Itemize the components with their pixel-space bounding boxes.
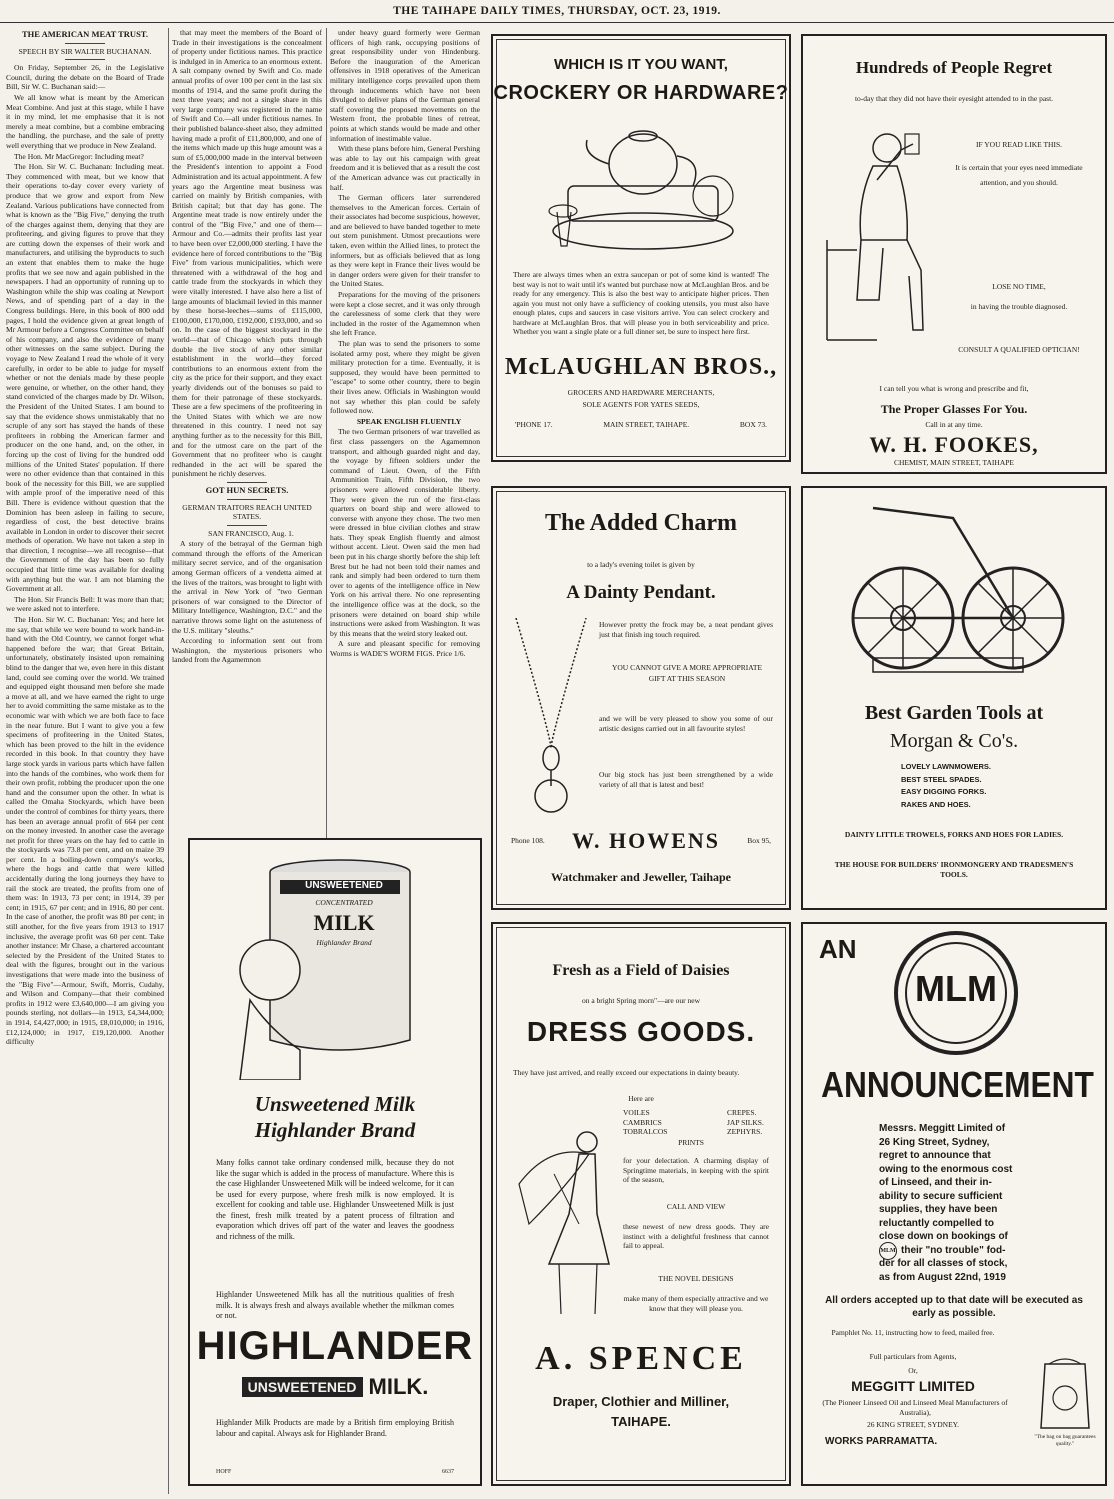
ad-line: However pretty the frock may be, a neat pendant gives just that finish ing touch required.	[599, 620, 773, 639]
ad-headline: Highlander Brand	[254, 1118, 416, 1142]
ad-crockery-hardware	[491, 34, 791, 462]
ad-firm-name: W. HOWENS	[571, 828, 720, 853]
crosshead: SPEAK ENGLISH FLUENTLY	[356, 416, 462, 426]
ad-subline: (The Pioneer Linseed Oil and Linseed Meal Manufacturers of Australia),	[822, 1398, 1008, 1417]
ad-line: IF YOU READ LIKE THIS.	[975, 140, 1063, 149]
ad-body-line: reluctantly compelled to	[879, 1217, 995, 1229]
ad-line: YOU CANNOT GIVE A MORE APPROPRIATE GIFT AT THIS SEASON	[611, 663, 763, 683]
ad-line: for your delectation. A charming display of Springtime materials, in keeping with the spirit of the season,	[623, 1156, 769, 1184]
ad-firm-name: McLAUGHLAN BROS.,	[504, 354, 778, 380]
can-label: UNSWEETENED	[305, 880, 383, 891]
ad-logo: MILK.	[368, 1374, 429, 1399]
ad-logo: UNSWEETENED	[242, 1377, 363, 1397]
ad-subheadline: A Dainty Pendant.	[566, 582, 716, 603]
ad-an: AN	[819, 934, 857, 964]
ad-logo-row	[210, 1374, 460, 1400]
ad-body-line: der for all classes of stock,	[879, 1258, 1008, 1269]
fabric-item: CAMBRICS	[623, 1117, 662, 1127]
paragraph: The German officers later surrendered themselves to the American forces. Certain of their associates had become suspicious, however, and are believed to have banded together to mete out stern punishment. Utmost precautions were taken, even within the Allied lines, to protect the informers, but as officials believed that as long as they were kept in France their lives would be in danger orders were given for their transfer to the United States.	[330, 193, 480, 289]
ad-list-item: LOVELY LAWNMOWERS.	[901, 762, 992, 771]
ad-line: CALL AND VIEW	[666, 1202, 726, 1211]
divider	[65, 43, 105, 44]
ad-body: Highlander Unsweetened Milk has all the nutritious qualities of fresh milk. It is always fresh and always available whether the milkman comes or not.	[216, 1290, 454, 1320]
ad-line: Here are	[628, 1094, 654, 1103]
ad-body-line: owing to the enormous cost	[879, 1163, 1013, 1175]
ad-logo: MLM	[915, 968, 997, 1009]
ad-subline: GROCERS AND HARDWARE MERCHANTS,	[567, 388, 715, 397]
ad-code: HOFF	[216, 1469, 232, 1475]
ad-line: on a bright Spring morn"—are our new	[581, 996, 701, 1005]
ad-line: They have just arrived, and really exceed our expectations in dainty beauty.	[513, 1068, 740, 1077]
ad-body-line: 26 King Street, Sydney,	[879, 1136, 990, 1148]
ad-firm-name: W. H. FOOKES,	[869, 432, 1039, 457]
mlm-badge-icon	[879, 1242, 897, 1260]
paragraph: We all know what is meant by the American Meat Combine. And just at this stage, while I have it in my mind, let me emphasise that it is not merely a meat combine, but a combine embracing the handling, the purchase, and the sale of pretty well everything that we produce in New Zealand.	[6, 92, 164, 150]
ad-line: Call in at any time.	[925, 420, 983, 429]
ad-line: I can tell you what is wrong and prescribe and fit,	[879, 384, 1029, 393]
paragraph: According to information sent out from Washington, the mysterious prisoners who landed from the Agamemnon	[172, 636, 322, 665]
can-label: CONCENTRATED	[315, 898, 373, 907]
ad-list-item: EASY DIGGING FORKS.	[901, 787, 987, 796]
ad-code: 6637	[442, 1469, 454, 1475]
ad-line: CONSULT A QUALIFIED OPTICIAN!	[958, 345, 1080, 354]
divider	[227, 482, 267, 483]
fabric-list-right	[727, 1108, 764, 1137]
ad-box: BOX 73.	[739, 420, 767, 429]
crockery-illustration-icon	[543, 116, 743, 256]
ad-body-line: ability to secure sufficient	[879, 1190, 1003, 1202]
ad-body-line: of Linseed, and their in-	[879, 1177, 992, 1188]
paragraph: The Hon. Sir W. C. Buchanan: Yes; and here let me say, that while we were bound to work hand-in-hand with the Old Country, we cannot forget what happened before the war; that Great Britain, unfortunately, obstinately insisted upon remaining blind to the danger that we, even here in this distant land, could see coming over the world. We trained and equipped eight thousand men before she made a move at all, and we have earned the right to urge her to avoid committing the same mistake as to the economic war with which we are both face to face in the near future. But I want to give you a few specimens of profiteering in the United States, which has been proved to the hilt in the evidence recorded in this book. In that country they have large stock yards in various parts which have fallen into the hands of the combines, who work them for their own profit, robbing the producer upon the one hand and the consumer upon the other. In what is called the Omaha Stockyards, which have been under the control of combines for thirty years, there has been an average annual profit of 664 per cent on the money invested. In another case the average net profit for three years on the hay fed to cattle in the stockyards was 73.8 per cent, and on maize 39 per cent. In a boiling-down company's works, where the hogs and cattle that were killed accidentally during the long journeys they have to rail the stock are treated, the profits from one of them was: In 1913, 73 per cent; in 1914, 39 per cent; in 1915, 67 per cent; and in 1916, 80 per cent. In the case of another, the profit was 80 per cent; in still another, for the five years from 1913 to 1917 inclusive, the average profit was 60 per cent. Take another instance: Mr Chase, a chartered accountant selected by the President of the United States to deal with the figures, brought out in the various investigations that were made into the business of the "Big Five"—Armour, Swift, Morris, Cudahy, and Wilson and Company—that their combined profits in 1912 were £3,640,000—I am giving you pounds sterling, not dollars—in 1913, £4,344,000; in 1914, £4,427,000; in 1915, £8,010,000; in 1916, £12,124,000; in 1917, £19,120,000. Another difficulty	[6, 615, 164, 1047]
ad-line: Pamphlet No. 11, instructing how to feed, mailed free.	[831, 1328, 995, 1337]
ad-headline: CROCKERY OR HARDWARE?	[493, 82, 789, 104]
ad-line: DAINTY LITTLE TROWELS, FORKS AND HOES FOR LADIES.	[844, 830, 1064, 839]
ad-firm-name: MEGGITT LIMITED	[851, 1378, 975, 1394]
ad-headline: WHICH IS IT YOU WANT,	[554, 56, 728, 73]
ad-line: and we will be very pleased to show you some of our artistic designs carried out in all favourite styles!	[599, 714, 773, 733]
headline-hun-secrets: GOT HUN SECRETS.	[205, 484, 289, 495]
paragraph: The Hon. Sir W. C. Buchanan: Including meat. They commenced with meat, but we know that their operations to-day cover every variety of produce that we grow and export from New Zealand. Various publications have connected from what is known as the "Big Five," denying the truth of the charges against them, denying that they are profiteering, and giving figures to prove that they are cutting down the expenses of their work and manufacturers, and utilising the byproducts to such an extent that enables them to make the huge profits that we see now and again published in the newspapers. I had an opportunity of running up to Washington while the ship was coaling at Newport News, and of spending part of a day in the Congress buildings. Here, in this book of 800 odd pages, I hold the evidence given at great length of Mr Armour before a Congress Committee on behalf of his company, and also the evidence of many other witnesses on the same subject. During the voyage to New Zealand I read the whole of it very carefully, in order to be able to judge for myself whether or not the denials made by these people were genuine, or whether, on the other hand, they stand convicted of the charges made by Dr. Wilson, the President of the United States. I am bound to say that the evidence shows unmistakably that no scruple of any sort has stayed the hands of these profiteers in robbing the American farmer and producer on the one hand, and, on the other, in forcing up the cost of living for the hundred odd millions of the United States' population. If there were no other evidence than that contained in this book of the necessity for this Bill, we are supplied with ample proof of the imperative need of this Bill. There is evidence without question that the Dominion has been asleep in failing to secure, regardless of cost, the best detective brains available in London in order to discover their secret methods of operation. We have not taken a step in that direction, I recognise—we all recognise—that the Government of the day has been so fully occupied that little time was available for dealing with anything but the war. I am not blaming the Government at all.	[6, 162, 164, 594]
paragraph: that may meet the members of the Board of Trade in their investigations is the concealment of property under fictitious names. This practice is indulged in in America to an enormous extent. A salt company owned by Swift and Co. made annual profits of over 100 per cent in the last six months of 1914, and the same profit during the next three years; and not a single share in this very large company was registered in the name of Swift and Co.—all under fictitious names. In their published balance-sheet also, they admitted having made a profit of £11,800,000, and one of the items which made up this huge amount was a sum of £5,000,000 made in the interval between the President's intention to appoint a Food Administration and its actual appointment. A few years ago the Argentine meat business was carried on mainly by British companies, with British capital; but that day has gone. The Argentine meat trade is now entirely under the control of the "Big Five," and one of them—Armour and Co.—admits their profits last year to have been over £2,000,000 sterling. I have the evidence here of forced contributions to the "Big Five" from various municipalities, which were threatened with a withdrawal of the hog and cattle trade from the stockyards in which they were vitally interested. I have also here a list of large amounts of blackmail levied in this manner by these horse-leeches—sums of £115,000, £100,000, £170,000, £192,000, £193,000, and so on. In the case of the biggest stockyard in the world—that of Chicago which puts through double the live stock of any other similar establishment in the world—they forced contributions to an enormous extent from the city as the price for their support, and they exact yearly dividends out of the bonuses so paid to them for their patronage of these stockyards. These are a few specimens of the profiteering in the United States with which we are now threatened in this country. I need not say anything further as to the necessity for this Bill, and for the utmost care on the part of the Government that no profiteer who is caught redhanded in the act will be spared the punishment he richly deserves.	[172, 28, 322, 479]
reading-man-illustration-icon	[817, 120, 937, 350]
ad-garden-tools	[801, 486, 1107, 910]
ad-headline: Unsweetened Milk	[254, 1092, 416, 1116]
ad-subline: 26 KING STREET, SYDNEY.	[866, 1420, 959, 1429]
paragraph: The plan was to send the prisoners to some isolated army post, where they might be given military protection for a time. Eventually, it is supposed, they would have been permitted to "escape" to some other country, there to begin their lives anew. Officials in Washington would not say whether this plan could be safely followed now.	[330, 339, 480, 416]
masthead: THE TAIHAPE DAILY TIMES, THURSDAY, OCT. 23, 1919.	[0, 0, 1114, 23]
ad-optician	[801, 34, 1107, 474]
pendant-illustration-icon	[511, 618, 591, 818]
dateline: SAN FRANCISCO, Aug. 1.	[208, 528, 294, 538]
fabric-list-left	[623, 1108, 667, 1137]
ad-meggitt-announcement	[801, 922, 1107, 1486]
article-column-3	[330, 28, 480, 868]
lady-parasol-illustration-icon	[509, 1114, 619, 1324]
ad-pendant	[491, 486, 791, 910]
ad-line: make many of them especially attractive and we know that they will please you.	[623, 1294, 769, 1313]
can-label: Highlander Brand	[316, 938, 372, 947]
paragraph: With these plans before him, General Pershing was able to lay out his campaign with great freedom and it is believed that as a result the cost of the American advance was cut practically in half.	[330, 144, 480, 192]
ad-headline: DRESS GOODS.	[526, 1016, 756, 1047]
fabric-item: ZEPHYRS.	[727, 1127, 763, 1136]
ad-subline: TAIHAPE.	[611, 1414, 671, 1429]
ad-line: LOSE NO TIME,	[992, 282, 1046, 291]
ad-line: All orders accepted up to that date will be executed as early as possible.	[825, 1295, 1083, 1319]
ad-line: Or,	[908, 1366, 918, 1375]
article-column-2	[172, 28, 322, 863]
ad-headline: Fresh as a Field of Daisies	[552, 962, 730, 979]
paragraph: The two German prisoners of war travelled as first class passengers on the Agamemnon transport, and although guarded night and day, the voyage by fifteen soldiers under the command of Lieut. Owen, of the Fifth Ammunition Train, Fifth Division, the two prisoners were allowed considerable liberty. They were given the run of the first-class quarters on board ship and were allowed to converse with anyone they chose. The two men were dressed in blue civilian clothes and straw hats. They speak English fluently and almost without accent. Lieut. Owen said the men had been put in his charge shortly before the ship left Brest but he had not been told their names and rank and simply had been ordered to turn them over to agents of the intelligence office in New York on his arrival there. No one representing the intelligence office was at the dock, so the prisoners were detained on board ship while instructions were asked from Washington. It was by this means that the weird story leaked out.	[330, 427, 480, 638]
ad-footer: Highlander Milk Products are made by a British firm employing British labour and capital. Always ask for Highlander Brand.	[216, 1418, 454, 1438]
fabric-item: JAP SILKS.	[727, 1117, 764, 1127]
ad-line: to-day that they did not have their eyesight attended to in the past.	[854, 94, 1054, 103]
lawnmower-illustration-icon	[833, 498, 1073, 698]
fabric-item: VOILES	[623, 1108, 650, 1117]
ad-subheadline: The Proper Glasses For You.	[880, 402, 1028, 416]
ad-dress-goods	[491, 922, 791, 1486]
ad-footer: Watchmaker and Jeweller, Taihape	[550, 870, 732, 884]
ad-line: these newest of new dress goods. They are instinct with a delightful freshness that cannot fail to appeal.	[623, 1222, 769, 1250]
can-label: MILK	[313, 910, 375, 935]
ad-logo: HIGHLANDER	[196, 1324, 474, 1368]
paragraph: The Hon. Sir Francis Bell: It was more than that; we were asked not to interfere.	[6, 594, 164, 614]
fabric-item: PRINTS	[678, 1138, 704, 1147]
ad-line: It is certain that your eyes need immediate attention, and you should.	[955, 163, 1083, 187]
ad-footer: THE HOUSE FOR BUILDERS' IRONMONGERY AND TRADESMEN'S TOOLS.	[834, 860, 1074, 879]
paragraph: A story of the betrayal of the German high command through the efforts of the American military secret service, and of the organisation among German officers of a vendetta aimed at the lives of the traitors, was brought to light with the arrival in New York of "two German prisoners of war consigned to the Director of Military Intelligence, Washington, D.C." and the narrative throws some light on the astuteness of the U.S. military "sleuths."	[172, 539, 322, 635]
fabric-item: TOBRALCOS	[623, 1127, 668, 1136]
ad-address: CHEMIST, MAIN STREET, TAIHAPE	[893, 458, 1015, 467]
paragraph: The Hon. Mr MacGregor: Including meat?	[14, 151, 144, 161]
paragraph: Preparations for the moving of the prisoners were kept a close secret, and it was only through the carelessness of some clerk that they were included in the roster of the Agamemnon when she left France.	[330, 290, 480, 338]
ad-line: Our big stock has just been strengthened by a wide variety of all that is latest and best!	[599, 770, 773, 789]
ad-list	[901, 762, 991, 809]
ad-box: Box 95,	[747, 836, 771, 846]
ad-line: to a lady's evening toilet is given by	[587, 560, 695, 569]
ad-tagline: "The bag on bag guarantees quality."	[1034, 1434, 1096, 1447]
ad-headline: Hundreds of People Regret	[855, 58, 1053, 77]
ad-contact-row	[515, 420, 767, 430]
ad-list-item: RAKES AND HOES.	[901, 799, 971, 809]
subhead-hun-secrets: GERMAN TRAITORS REACH UNITED STATES.	[182, 502, 312, 522]
ad-works: WORKS PARRAMATTA.	[825, 1436, 938, 1447]
ad-body-line: regret to announce that	[879, 1150, 991, 1161]
ad-body-line: their "no trouble" fod-	[901, 1244, 1006, 1256]
mlm-badge-text: MLM	[880, 1248, 896, 1254]
divider	[227, 525, 267, 526]
fabric-item: CREPES.	[727, 1108, 757, 1117]
ad-body-line: Messrs. Meggitt Limited of	[879, 1123, 1006, 1134]
ad-body: There are always times when an extra saucepan or pot of some kind is wanted! The best way is not to wait until it's wanted but purchase now at McLaughlan Bros. and be ready for any emergency. This is also the best way to anticipate higher prices. Then again you must not only have a sufficiency of cooking utensils, you must also have enough plates, cups and saucers in case visitors arrive. You can select crockery and hardware at McLaughlan Bros. that will please you in both serviceability and price. Whether you want a single plate or a full dinner set, be sure to inspect here first.	[513, 270, 769, 336]
ad-headline: Best Garden Tools at	[864, 702, 1044, 724]
ad-line: THE NOVEL DESIGNS	[658, 1274, 734, 1283]
article-column-1	[6, 28, 164, 1494]
headline-meat-trust: THE AMERICAN MEAT TRUST.	[22, 29, 148, 39]
column-rule	[326, 28, 327, 838]
ad-headline: The Added Charm	[544, 510, 738, 536]
ad-headline: ANNOUNCEMENT	[821, 1064, 1094, 1105]
ad-body-line: as from August 22nd, 1919	[879, 1271, 1006, 1283]
ad-subline: Draper, Clothier and Milliner,	[552, 1394, 730, 1409]
ad-body	[879, 1122, 1012, 1284]
ad-headline: Morgan & Co's.	[889, 730, 1019, 752]
paragraph: On Friday, September 26, in the Legislative Council, during the debate on the Board of Trade Bill, Sir W. C. Buchanan said:—	[6, 63, 164, 92]
ad-body-line: close down on bookings of	[879, 1231, 1008, 1242]
column-rule	[168, 28, 169, 1494]
ad-phone: Phone 108.	[511, 836, 545, 846]
ad-subline: SOLE AGENTS FOR YATES SEEDS,	[582, 400, 700, 409]
ad-phone: 'PHONE 17.	[515, 420, 553, 429]
ad-address: MAIN STREET, TAIHAPE.	[603, 420, 690, 429]
subhead-meat-trust: SPEECH BY SIR WALTER BUCHANAN.	[18, 46, 152, 56]
ad-line: in having the trouble diagnosed.	[970, 302, 1068, 311]
ad-list-item: BEST STEEL SPADES.	[901, 774, 982, 784]
ad-highlander-milk	[188, 838, 482, 1486]
ad-line: Full particulars from Agents,	[869, 1352, 957, 1361]
paragraph: A sure and pleasant specific for removing Worms is WADE'S WORM FIGS. Price 1/6.	[330, 639, 480, 658]
ad-firm-name: A. SPENCE	[535, 1340, 747, 1377]
ad-contact-row	[511, 828, 771, 854]
divider	[227, 499, 267, 500]
feed-bag-icon	[1035, 1354, 1095, 1434]
divider	[65, 59, 105, 60]
ad-body-line: supplies, they have been	[879, 1204, 998, 1215]
paragraph: under heavy guard formerly were German officers of high rank, occupying positions of great responsibility under von Hindenburg. Before the inauguration of the American offensives in 1918 operatives of the American military intelligence corps prevailed upon them through inducements which have not been divulged to deliver plans of the German general staff covering the proposed movements on the Western front, the probable lines of retreat, points at which stands would be made and other information of inestimable value.	[330, 28, 480, 143]
ad-body: Many folks cannot take ordinary condensed milk, because they do not like the sugar which is added in the process of manufacture. Where this is the case Highlander Unsweetened Milk will be indeed welcome, for it can be used for every purpose, where fresh milk is now employed. It is excellent for cooking and table use. Highlander Unsweetened Milk is just the finest, fresh milk treated by a patent process of filtration and evaporation which drives off part of the water and leaves the goodness and richness of the milk.	[216, 1158, 454, 1241]
ad-codes	[216, 1468, 454, 1478]
